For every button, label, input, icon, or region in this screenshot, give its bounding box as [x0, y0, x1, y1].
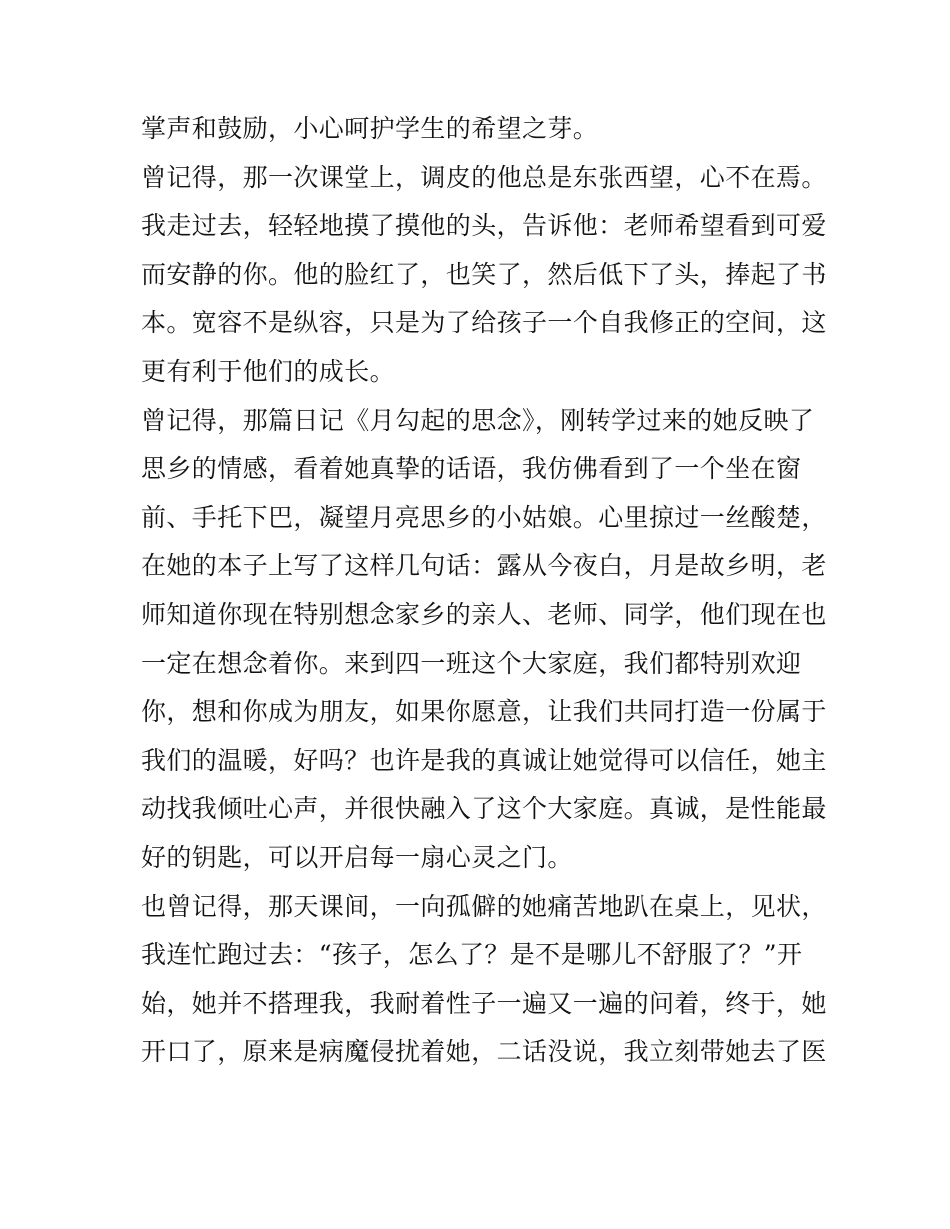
text-line: 前、手托下巴，凝望月亮思乡的小姑娘。心里掠过一丝酸楚，: [141, 502, 827, 532]
text-line: 动找我倾吐心声，并很快融入了这个大家庭。真诚，是性能最: [141, 794, 827, 824]
document-body: [141, 105, 827, 1077]
text-line: 掌声和鼓励，小心呵护学生的希望之芽。: [141, 114, 599, 143]
text-line: 开口了，原来是病魔侵扰着她，二话没说，我立刻带她去了医: [141, 1037, 827, 1067]
text-line: 好的钥匙，可以开启每一扇心灵之门。: [141, 842, 573, 872]
text-line: 曾记得，那篇日记《月勾起的思念》，刚转学过来的她反映了: [141, 405, 815, 435]
text-line: 思乡的情感，看着她真挚的话语，我仿佛看到了一个坐在窗: [141, 454, 802, 484]
text-line: 在她的本子上写了这样几句话：露从今夜白，月是故乡明，老: [141, 551, 827, 581]
text-line: 师知道你现在特别想念家乡的亲人、老师、同学，他们现在也: [141, 599, 827, 629]
text-line: 也曾记得，那天课间，一向孤僻的她痛苦地趴在桌上，见状，: [141, 891, 827, 921]
text-line: 始，她并不搭理我，我耐着性子一遍又一遍的问着，终于，她: [141, 988, 827, 1018]
text-line: 我连忙跑过去：“孩子，怎么了？是不是哪儿不舒服了？”开: [141, 940, 803, 970]
text-line: 而安静的你。他的脸红了，也笑了，然后低下了头，捧起了书: [141, 259, 827, 289]
text-line: 我走过去，轻轻地摸了摸他的头，告诉他：老师希望看到可爱: [141, 211, 827, 241]
text-line: 更有利于他们的成长。: [141, 356, 396, 386]
text-line: 我们的温暖，好吗？也许是我的真诚让她觉得可以信任，她主: [141, 745, 827, 775]
text-line: 曾记得，那一次课堂上，调皮的他总是东张西望，心不在焉。: [141, 162, 827, 192]
text-line: 一定在想念着你。来到四一班这个大家庭，我们都特别欢迎: [141, 648, 802, 678]
text-line: 你，想和你成为朋友，如果你愿意，让我们共同打造一份属于: [141, 697, 827, 727]
text-line: 本。宽容不是纵容，只是为了给孩子一个自我修正的空间，这: [141, 308, 827, 338]
